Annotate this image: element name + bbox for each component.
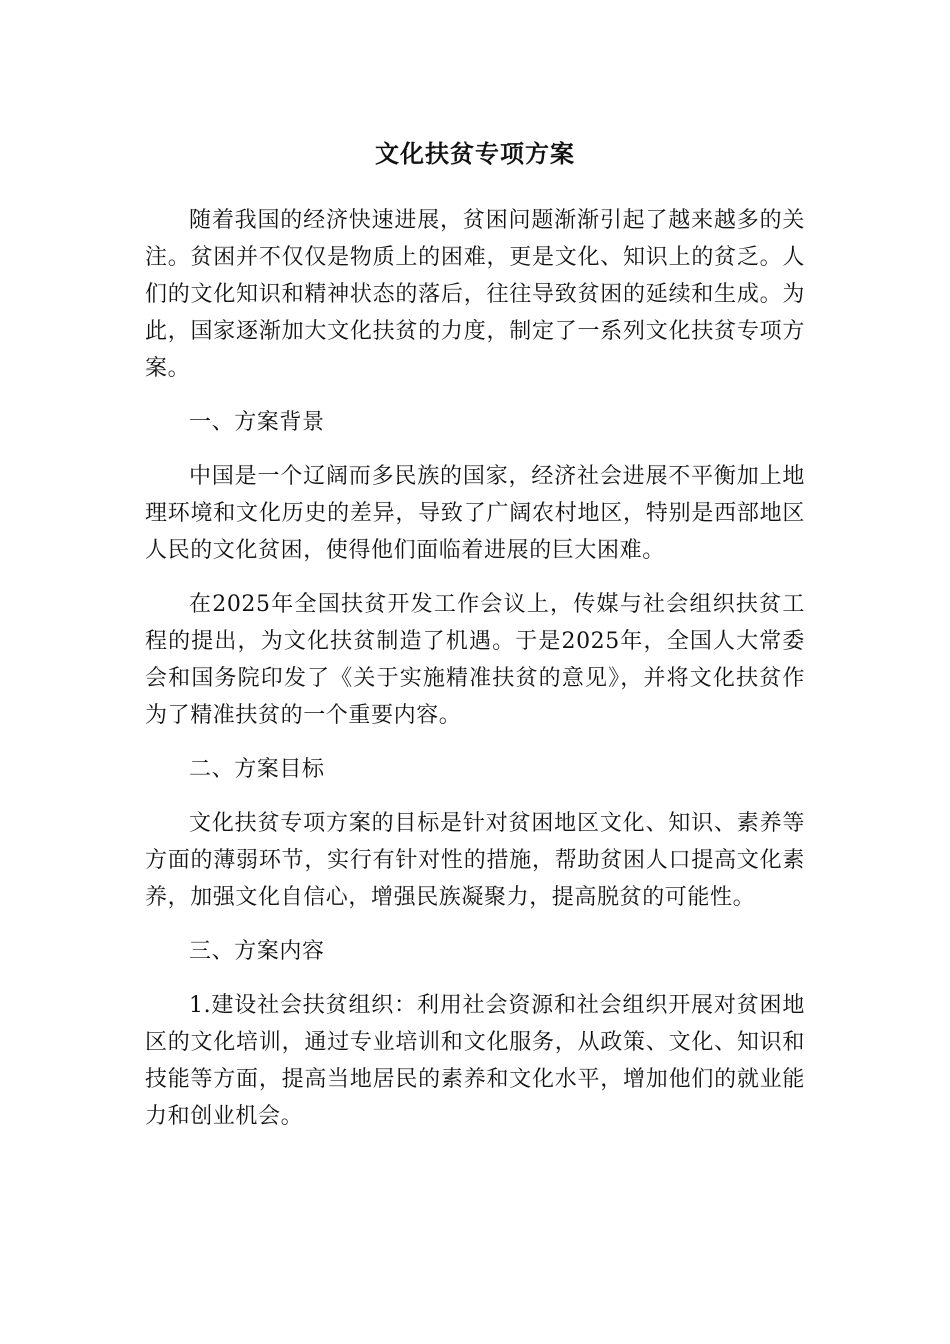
section-heading-content: 三、方案内容 bbox=[189, 939, 325, 964]
document-body bbox=[145, 132, 805, 1152]
document-title: 文化扶贫专项方案 bbox=[375, 140, 575, 168]
goals-paragraph: 文化扶贫专项方案的目标是针对贫困地区文化、知识、素养等方面的薄弱环节，实行有针对性的措施，帮助贫困人口提高文化素养，加强文化自信心，增强民族凝聚力，提高脱贫的可能性。 bbox=[145, 811, 805, 910]
section-heading-background: 一、方案背景 bbox=[189, 410, 325, 435]
section-heading-goals: 二、方案目标 bbox=[189, 757, 325, 782]
background-paragraph-1: 中国是一个辽阔而多民族的国家，经济社会进展不平衡加上地理环境和文化历史的差异，导致了广阔农村地区，特别是西部地区人民的文化贫困，使得他们面临着进展的巨大困难。 bbox=[145, 464, 805, 563]
intro-paragraph: 随着我国的经济快速进展，贫困问题渐渐引起了越来越多的关注。贫困并不仅仅是物质上的困难，更是文化、知识上的贫乏。人们的文化知识和精神状态的落后，往往导致贫困的延续和生成。为此，国家逐渐加大文化扶贫的力度，制定了一系列文化扶贫专项方案。 bbox=[145, 208, 805, 381]
content-item-1: 1.建设社会扶贫组织：利用社会资源和社会组织开展对贫困地区的文化培训，通过专业培训和文化服务，从政策、文化、知识和技能等方面，提高当地居民的素养和文化水平，增加他们的就业能力和创业机会。 bbox=[145, 993, 805, 1129]
background-paragraph-2: 在2025年全国扶贫开发工作会议上，传媒与社会组织扶贫工程的提出，为文化扶贫制造了机遇。于是2025年，全国人大常委会和国务院印发了《关于实施精准扶贫的意见》，并将文化扶贫作为了精准扶贫的一个重要内容。 bbox=[145, 592, 805, 728]
